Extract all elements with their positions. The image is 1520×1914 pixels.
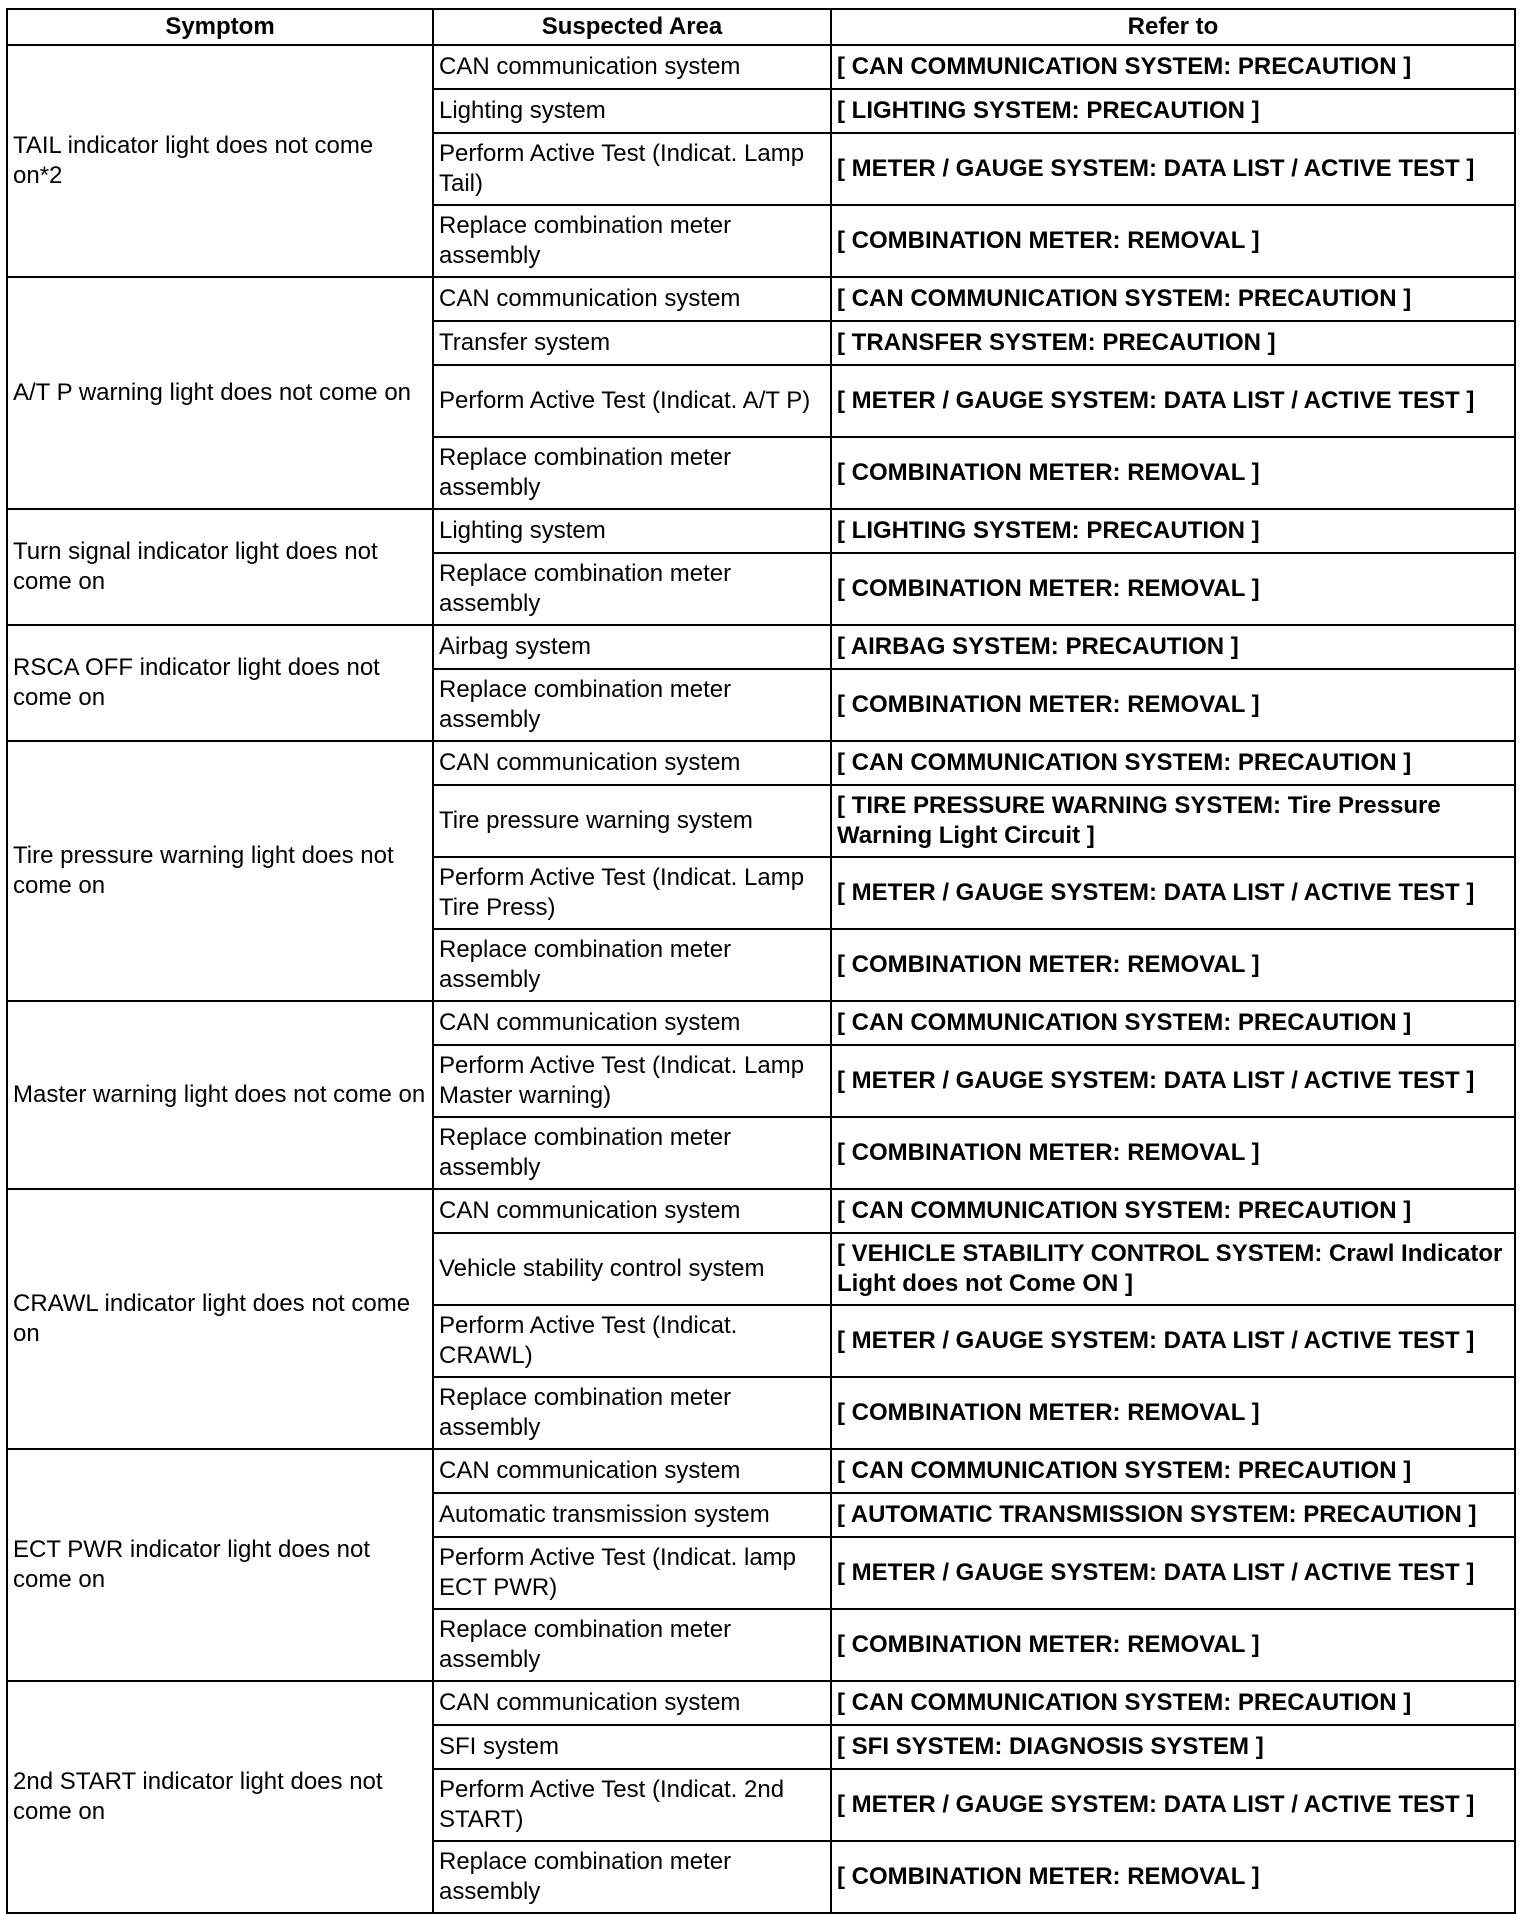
refer-to-link[interactable]: [ COMBINATION METER: REMOVAL ] [831,205,1515,277]
refer-to-link[interactable]: [ CAN COMMUNICATION SYSTEM: PRECAUTION ] [831,1449,1515,1493]
symptom-cell: RSCA OFF indicator light does not come on [7,625,433,741]
suspected-area-cell: CAN communication system [433,1189,831,1233]
symptom-cell: A/T P warning light does not come on [7,277,433,509]
suspected-area-cell: Lighting system [433,89,831,133]
refer-to-link[interactable]: [ CAN COMMUNICATION SYSTEM: PRECAUTION ] [831,277,1515,321]
refer-to-link[interactable]: [ METER / GAUGE SYSTEM: DATA LIST / ACTIVE TEST ] [831,1305,1515,1377]
refer-to-link[interactable]: [ LIGHTING SYSTEM: PRECAUTION ] [831,509,1515,553]
suspected-area-cell: CAN communication system [433,45,831,89]
table-row [7,509,1515,553]
suspected-area-cell: Vehicle stability control system [433,1233,831,1305]
refer-to-link[interactable]: [ METER / GAUGE SYSTEM: DATA LIST / ACTIVE TEST ] [831,365,1515,437]
suspected-area-cell: CAN communication system [433,741,831,785]
suspected-area-cell: CAN communication system [433,1681,831,1725]
refer-to-link[interactable]: [ CAN COMMUNICATION SYSTEM: PRECAUTION ] [831,1681,1515,1725]
symptom-cell: ECT PWR indicator light does not come on [7,1449,433,1681]
suspected-area-cell: Perform Active Test (Indicat. Lamp Master warning) [433,1045,831,1117]
suspected-area-cell: Perform Active Test (Indicat. A/T P) [433,365,831,437]
suspected-area-cell: Replace combination meter assembly [433,1377,831,1449]
refer-to-link[interactable]: [ METER / GAUGE SYSTEM: DATA LIST / ACTIVE TEST ] [831,133,1515,205]
table-body [7,45,1515,1913]
symptom-cell: 2nd START indicator light does not come on [7,1681,433,1913]
suspected-area-cell: Lighting system [433,509,831,553]
suspected-area-cell: CAN communication system [433,1001,831,1045]
refer-to-link[interactable]: [ COMBINATION METER: REMOVAL ] [831,1377,1515,1449]
symptom-cell: Master warning light does not come on [7,1001,433,1189]
symptom-cell: TAIL indicator light does not come on*2 [7,45,433,277]
refer-to-link[interactable]: [ COMBINATION METER: REMOVAL ] [831,669,1515,741]
refer-to-link[interactable]: [ COMBINATION METER: REMOVAL ] [831,1609,1515,1681]
suspected-area-cell: Perform Active Test (Indicat. CRAWL) [433,1305,831,1377]
table-row [7,277,1515,321]
table-row [7,741,1515,785]
table-row [7,1449,1515,1493]
suspected-area-cell: Replace combination meter assembly [433,205,831,277]
refer-to-link[interactable]: [ AUTOMATIC TRANSMISSION SYSTEM: PRECAUTION ] [831,1493,1515,1537]
suspected-area-cell: Tire pressure warning system [433,785,831,857]
suspected-area-cell: Airbag system [433,625,831,669]
refer-to-link[interactable]: [ CAN COMMUNICATION SYSTEM: PRECAUTION ] [831,741,1515,785]
diagnostic-table-container [6,8,1514,1914]
refer-to-link[interactable]: [ VEHICLE STABILITY CONTROL SYSTEM: Crawl Indicator Light does not Come ON ] [831,1233,1515,1305]
refer-to-link[interactable]: [ METER / GAUGE SYSTEM: DATA LIST / ACTIVE TEST ] [831,1769,1515,1841]
suspected-area-cell: Automatic transmission system [433,1493,831,1537]
suspected-area-cell: Perform Active Test (Indicat. Lamp Tail) [433,133,831,205]
suspected-area-cell: Perform Active Test (Indicat. Lamp Tire Press) [433,857,831,929]
refer-to-link[interactable]: [ AIRBAG SYSTEM: PRECAUTION ] [831,625,1515,669]
refer-to-link[interactable]: [ METER / GAUGE SYSTEM: DATA LIST / ACTIVE TEST ] [831,1537,1515,1609]
suspected-area-cell: Replace combination meter assembly [433,1117,831,1189]
suspected-area-cell: Replace combination meter assembly [433,669,831,741]
symptom-cell: Turn signal indicator light does not come on [7,509,433,625]
suspected-area-cell: Replace combination meter assembly [433,437,831,509]
refer-to-link[interactable]: [ COMBINATION METER: REMOVAL ] [831,929,1515,1001]
suspected-area-cell: Replace combination meter assembly [433,929,831,1001]
refer-to-link[interactable]: [ METER / GAUGE SYSTEM: DATA LIST / ACTIVE TEST ] [831,1045,1515,1117]
refer-to-link[interactable]: [ LIGHTING SYSTEM: PRECAUTION ] [831,89,1515,133]
header-suspected-area: Suspected Area [433,9,831,45]
symptom-cell: Tire pressure warning light does not come on [7,741,433,1001]
refer-to-link[interactable]: [ TRANSFER SYSTEM: PRECAUTION ] [831,321,1515,365]
suspected-area-cell: Transfer system [433,321,831,365]
symptom-cell: CRAWL indicator light does not come on [7,1189,433,1449]
refer-to-link[interactable]: [ CAN COMMUNICATION SYSTEM: PRECAUTION ] [831,1189,1515,1233]
refer-to-link[interactable]: [ METER / GAUGE SYSTEM: DATA LIST / ACTIVE TEST ] [831,857,1515,929]
table-row [7,45,1515,89]
symptom-table [6,8,1516,1914]
table-row [7,1681,1515,1725]
header-symptom: Symptom [7,9,433,45]
suspected-area-cell: Perform Active Test (Indicat. lamp ECT PWR) [433,1537,831,1609]
refer-to-link[interactable]: [ COMBINATION METER: REMOVAL ] [831,1117,1515,1189]
refer-to-link[interactable]: [ CAN COMMUNICATION SYSTEM: PRECAUTION ] [831,45,1515,89]
refer-to-link[interactable]: [ COMBINATION METER: REMOVAL ] [831,1841,1515,1913]
suspected-area-cell: Replace combination meter assembly [433,1609,831,1681]
table-row [7,625,1515,669]
table-row [7,1189,1515,1233]
refer-to-link[interactable]: [ COMBINATION METER: REMOVAL ] [831,553,1515,625]
suspected-area-cell: CAN communication system [433,1449,831,1493]
suspected-area-cell: Replace combination meter assembly [433,553,831,625]
header-refer-to: Refer to [831,9,1515,45]
refer-to-link[interactable]: [ COMBINATION METER: REMOVAL ] [831,437,1515,509]
header-row [7,9,1515,45]
suspected-area-cell: CAN communication system [433,277,831,321]
suspected-area-cell: Perform Active Test (Indicat. 2nd START) [433,1769,831,1841]
suspected-area-cell: SFI system [433,1725,831,1769]
refer-to-link[interactable]: [ SFI SYSTEM: DIAGNOSIS SYSTEM ] [831,1725,1515,1769]
table-row [7,1001,1515,1045]
refer-to-link[interactable]: [ CAN COMMUNICATION SYSTEM: PRECAUTION ] [831,1001,1515,1045]
suspected-area-cell: Replace combination meter assembly [433,1841,831,1913]
refer-to-link[interactable]: [ TIRE PRESSURE WARNING SYSTEM: Tire Pressure Warning Light Circuit ] [831,785,1515,857]
